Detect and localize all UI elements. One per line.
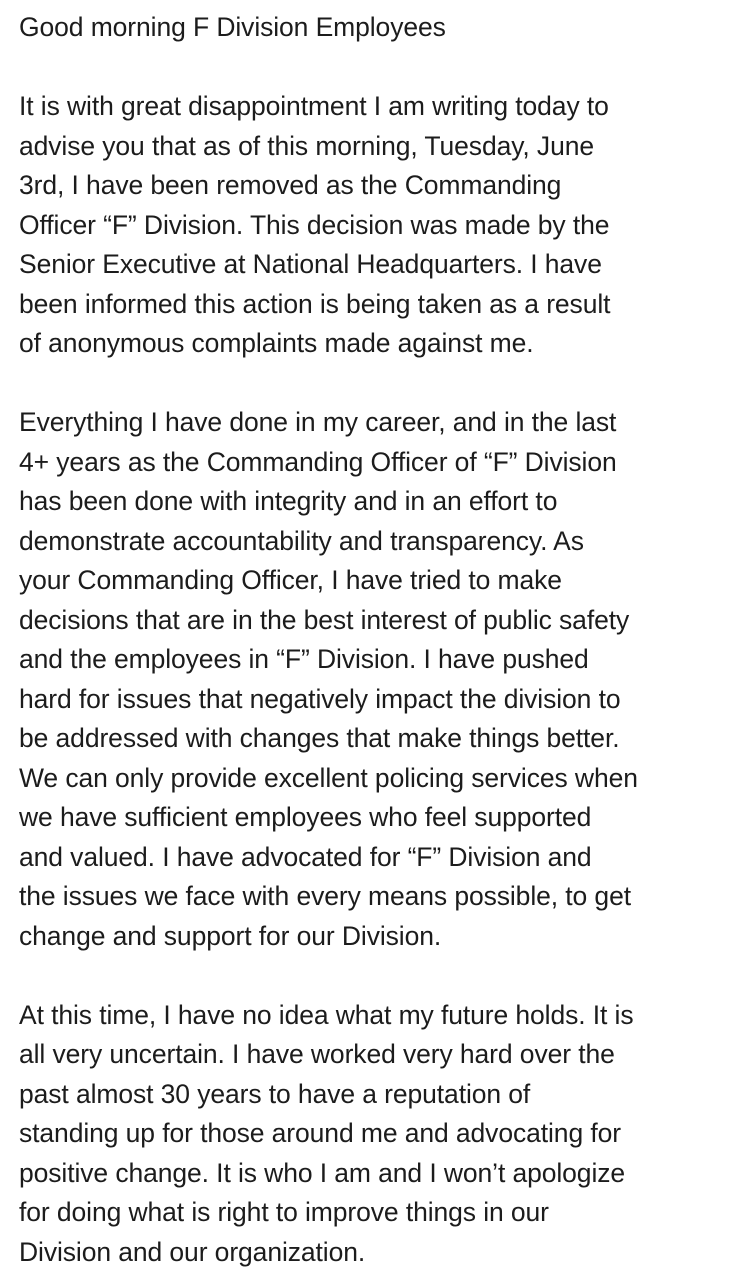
text-line: Everything I have done in my career, and in the last	[19, 407, 617, 437]
text-line: for doing what is right to improve things in our	[19, 1197, 549, 1227]
greeting	[19, 8, 732, 48]
text-line: positive change. It is who I am and I won’t apologize	[19, 1157, 626, 1188]
text-line: Division and our organization.	[19, 1236, 366, 1267]
text-line: of anonymous complaints made against me.	[19, 328, 534, 358]
greeting-text: Good morning F Division Employees	[19, 12, 446, 42]
text-line: and valued. I have advocated for “F” Division and	[19, 841, 592, 872]
text-line: your Commanding Officer, I have tried to make	[19, 565, 562, 595]
text-line: Senior Executive at National Headquarters. I have	[19, 249, 602, 279]
text-line: the issues we face with every means possible, to get	[19, 881, 631, 911]
text-line: and the employees in “F” Division. I have pushed	[19, 644, 589, 674]
paragraph-2	[19, 403, 732, 956]
text-line: hard for issues that negatively impact the division to	[19, 683, 621, 714]
text-line: all very uncertain. I have worked very hard over the	[19, 1039, 615, 1069]
text-line: has been done with integrity and in an effort to	[19, 486, 558, 516]
text-line: we have sufficient employees who feel supported	[19, 802, 592, 832]
text-line: It is with great disappointment I am writing today to	[19, 91, 609, 121]
text-line: past almost 30 years to have a reputation of	[19, 1078, 531, 1109]
text-line: 4+ years as the Commanding Officer of “F” Division	[19, 446, 617, 477]
text-line: advise you that as of this morning, Tuesday, June	[19, 130, 594, 161]
text-line: We can only provide excellent policing services when	[19, 762, 638, 793]
text-line: be addressed with changes that make things better.	[19, 723, 620, 753]
text-line: At this time, I have no idea what my future holds. It is	[19, 999, 634, 1030]
text-line: standing up for those around me and advocating for	[19, 1118, 621, 1148]
text-line: demonstrate accountability and transparency. As	[19, 525, 584, 556]
text-line: Officer “F” Division. This decision was made by the	[19, 209, 610, 240]
paragraph-1	[19, 87, 732, 364]
text-line: 3rd, I have been removed as the Commanding	[19, 170, 562, 200]
text-line: change and support for our Division.	[19, 920, 442, 951]
text-line: decisions that are in the best interest of public safety	[19, 604, 630, 635]
paragraph-3	[19, 996, 732, 1273]
text-line: been informed this action is being taken as a result	[19, 288, 611, 319]
